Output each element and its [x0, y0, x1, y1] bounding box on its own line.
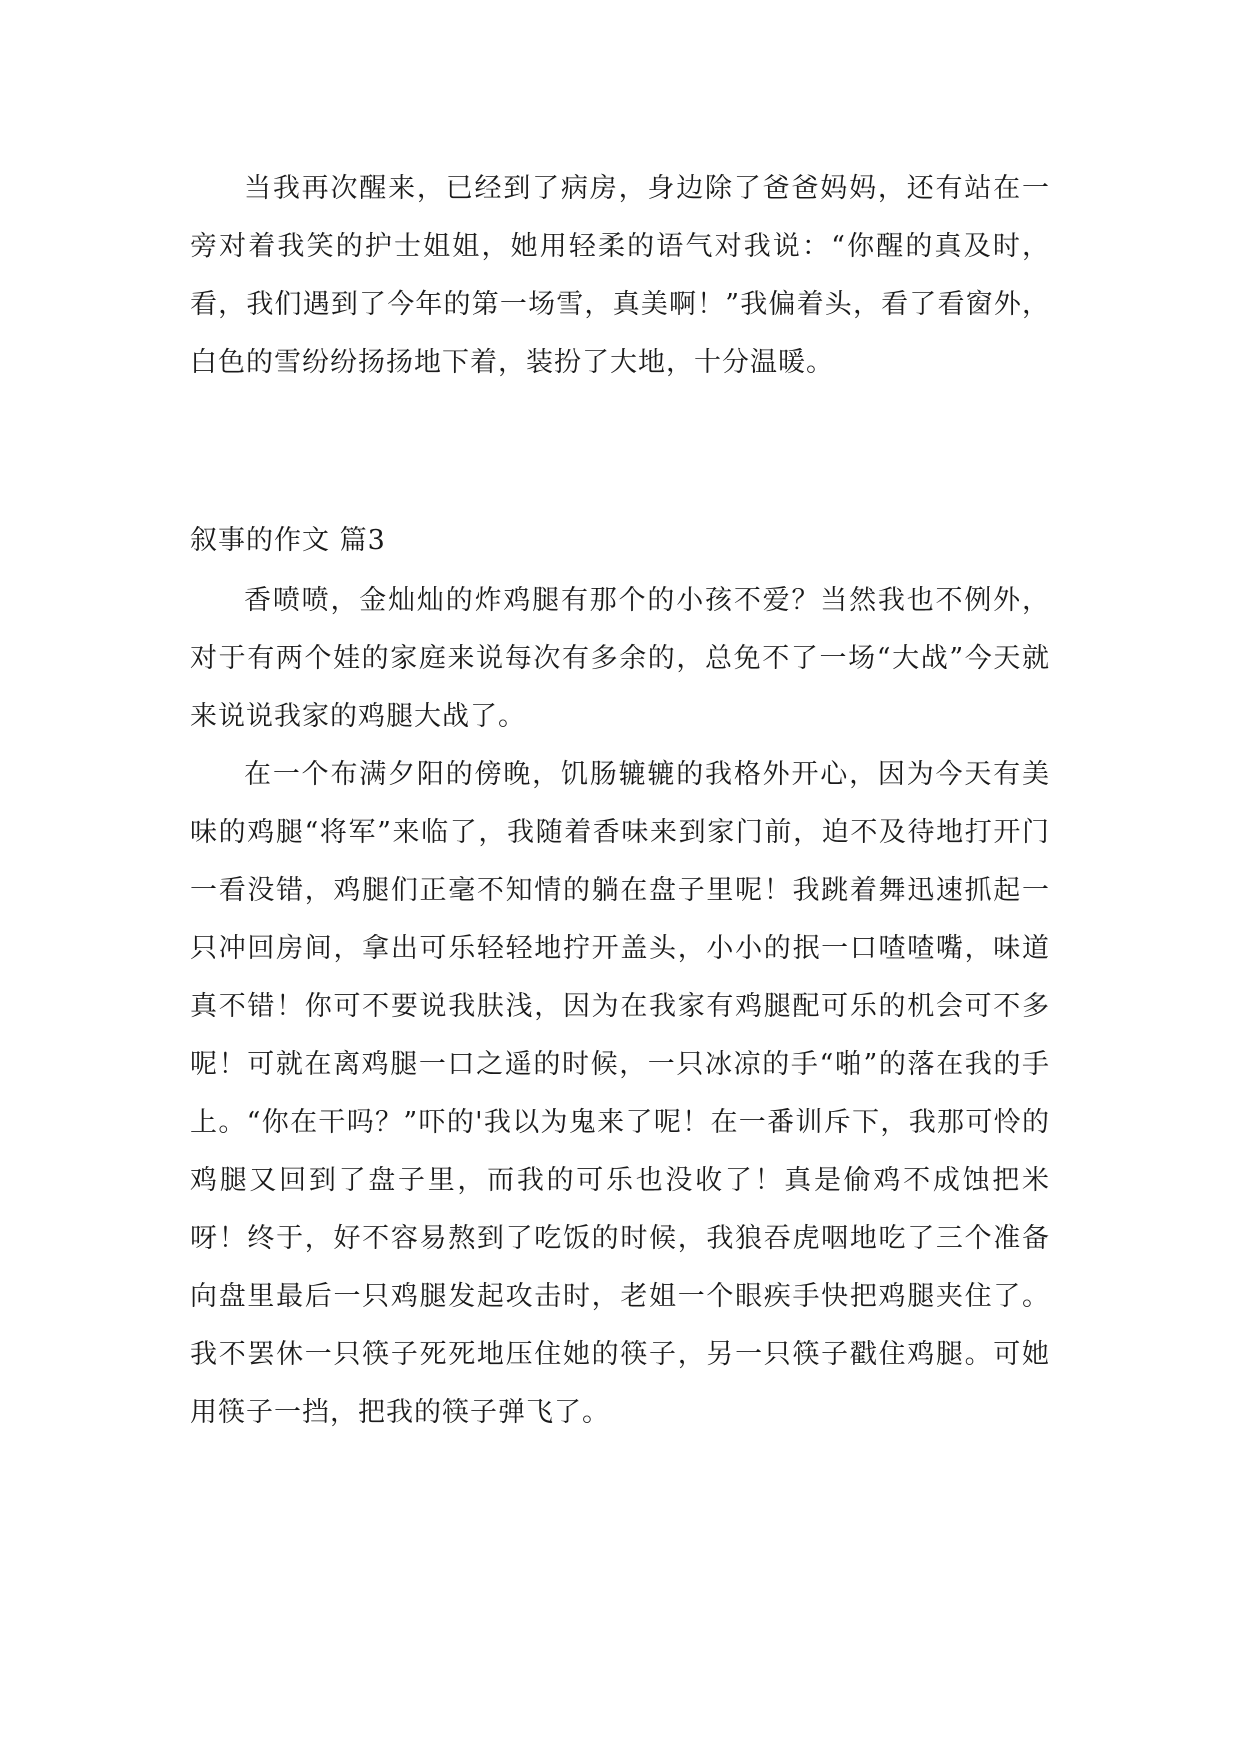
- paragraph-hospital-snow: 当我再次醒来，已经到了病房，身边除了爸爸妈妈，还有站在一旁对着我笑的护士姐姐，她用轻柔的语气对我说：“你醒的真及时，看，我们遇到了今年的第一场雪，真美啊！”我偏着头，看了看窗外，白色的雪纷纷扬扬地下着，装扮了大地，十分温暖。: [190, 173, 1050, 378]
- paragraph-intro: 香喷喷，金灿灿的炸鸡腿有那个的小孩不爱？当然我也不例外，对于有两个娃的家庭来说每次有多余的，总免不了一场“大战”今天就来说说我家的鸡腿大战了。: [190, 585, 1050, 732]
- section-heading: 叙事的作文 篇3: [190, 525, 386, 556]
- section-1: [190, 160, 1050, 392]
- paragraph-drumstick-battle: 在一个布满夕阳的傍晚，饥肠辘辘的我格外开心，因为今天有美味的鸡腿“将军”来临了，我随着香味来到家门前，迫不及待地打开门一看没错，鸡腿们正毫不知情的躺在盘子里呢！我跳着舞迅速抓起一只冲回房间，拿出可乐轻轻地拧开盖头，小小的抿一口喳喳嘴，味道真不错！你可不要说我肤浅，因为在我家有鸡腿配可乐的机会可不多呢！可就在离鸡腿一口之遥的时候，一只冰凉的手“啪”的落在我的手上。“你在干吗？”吓的'我以为鬼来了呢！在一番训斥下，我那可怜的鸡腿又回到了盘子里，而我的可乐也没收了！真是偷鸡不成蚀把米呀！终于，好不容易熬到了吃饭的时候，我狼吞虎咽地吃了三个准备向盘里最后一只鸡腿发起攻击时，老姐一个眼疾手快把鸡腿夹住了。我不罢休一只筷子死死地压住她的筷子，另一只筷子戳住鸡腿。可她用筷子一挡，把我的筷子弹飞了。: [190, 759, 1050, 1428]
- section-2: [190, 512, 1050, 1442]
